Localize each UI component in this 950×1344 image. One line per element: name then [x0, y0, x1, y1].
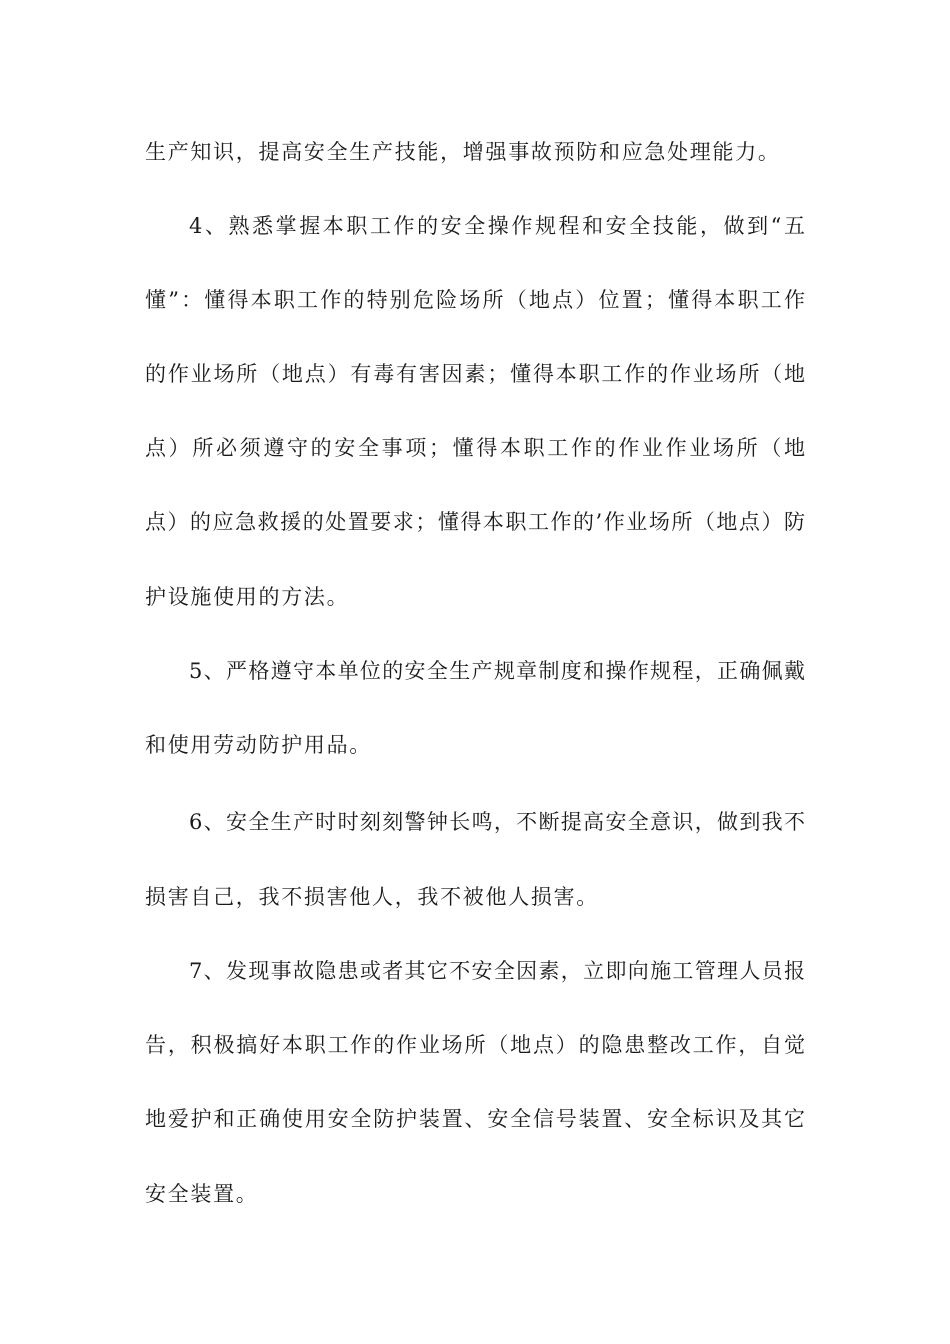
paragraph-5-line-1: 5、严格遵守本单位的安全生产规章制度和操作规程，正确佩戴 — [189, 659, 805, 683]
text-line: 懂”：懂得本职工作的特别危险场所（地点）位置；懂得本职工作 — [145, 288, 805, 312]
text-line: 点）所必须遵守的安全事项；懂得本职工作的作业作业场所（地 — [145, 436, 805, 460]
text-line: 损害自己，我不损害他人，我不被他人损害。 — [145, 885, 599, 909]
text-line: 点）的应急救援的处置要求；懂得本职工作的’作业场所（地点）防 — [145, 510, 805, 534]
text-line: 和使用劳动防护用品。 — [145, 733, 372, 757]
paragraph-4-line-1: 4、熟悉掌握本职工作的安全操作规程和安全技能，做到“五 — [189, 214, 805, 238]
paragraph-7-line-1: 7、发现事故隐患或者其它不安全因素，立即向施工管理人员报 — [189, 959, 805, 983]
text-line: 护设施使用的方法。 — [145, 585, 350, 609]
text-line: 生产知识，提高安全生产技能，增强事故预防和应急处理能力。 — [145, 140, 781, 164]
text-line: 的作业场所（地点）有毒有害因素；懂得本职工作的作业场所（地 — [145, 362, 805, 386]
text-line: 地爱护和正确使用安全防护装置、安全信号装置、安全标识及其它 — [145, 1107, 805, 1131]
text-line: 安全装置。 — [145, 1182, 259, 1206]
paragraph-6-line-1: 6、安全生产时时刻刻警钟长鸣，不断提高安全意识，做到我不 — [189, 810, 805, 834]
text-line: 告，积极搞好本职工作的作业场所（地点）的隐患整改工作，自觉 — [145, 1033, 805, 1057]
